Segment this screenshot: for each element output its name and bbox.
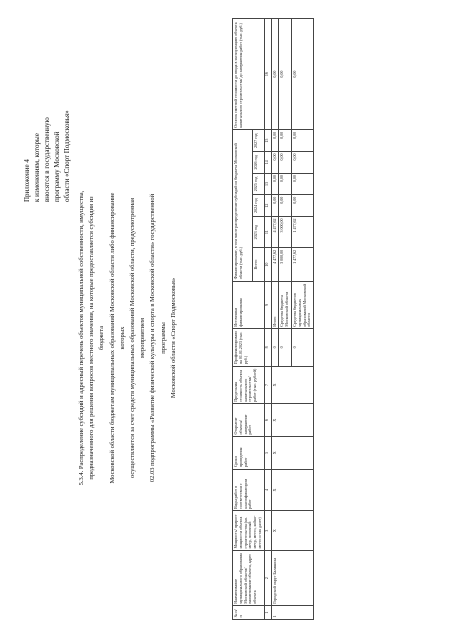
- column-number: 13: [264, 173, 271, 195]
- header-limit: Предельная стоимость объекта капитального строительства/ работ (тыс. рублей): [233, 366, 265, 404]
- subsidy-table: [232, 18, 314, 620]
- rest-cell: 0,00: [291, 19, 313, 130]
- column-number: 8: [264, 329, 271, 366]
- header-2023: 2023 год: [252, 216, 264, 247]
- title-line: 02.03 подпрограммы «Развитие физической культуры и спорта в Московской области» государственной программы: [149, 193, 167, 483]
- year-2026-cell: 0,00: [291, 151, 313, 173]
- title-line: Московской области «Спорт Подмосковья»: [169, 277, 177, 399]
- row-limit: Х: [271, 366, 314, 404]
- column-number: 7: [264, 366, 271, 404]
- year-2024-cell: 0,00: [279, 195, 292, 217]
- annex-line: области «Спорт Подмосковья»: [63, 110, 71, 202]
- year-2025-cell: 0,00: [279, 173, 292, 195]
- header-2025: 2025 год: [252, 173, 264, 195]
- year-2026-cell: 0,00: [279, 151, 292, 173]
- column-number: 5: [264, 436, 271, 469]
- annex-line: программу Московской: [53, 131, 61, 202]
- title-line: предназначенного для решения вопросов местного значения, на которые предоставляется субсидия из бюджета: [88, 196, 106, 480]
- table-row: [271, 19, 279, 620]
- column-number: 16: [264, 19, 271, 130]
- column-number: 9: [264, 281, 271, 328]
- document-title: [77, 188, 179, 488]
- column-number: 15: [264, 130, 271, 152]
- header-financed: Профинансировано на 01.01.2023 (тыс. руб.): [233, 329, 265, 366]
- column-number: 2: [264, 551, 271, 606]
- row-open: Х: [271, 404, 314, 437]
- year-2023-cell: 1 477,62: [291, 216, 313, 247]
- column-number: 3: [264, 511, 271, 551]
- source-cell: Средства бюджета Московской области: [279, 281, 292, 328]
- row-financed: 0: [291, 329, 313, 366]
- total-cell: 3 000,00: [279, 248, 292, 281]
- header-power: Мощность/ прирост мощности объекта строительства (кв. метр, погонный метр, место, койко-место и так далее): [233, 511, 265, 551]
- column-number: 11: [264, 216, 271, 247]
- year-2023-cell: 3 000,00: [279, 216, 292, 247]
- column-number: 4: [264, 469, 271, 511]
- header-open: Открытие объекта/ завершение работ: [233, 404, 265, 437]
- header-works: Виды работ в соответствии с классификатором работ: [233, 469, 265, 511]
- column-number: 12: [264, 195, 271, 217]
- column-number: 6: [264, 404, 271, 437]
- annex-header: [22, 26, 72, 202]
- title-line: 5.3.4. Распределение субсидий и адресный перечень объектов муниципальной собственности, имущества,: [78, 190, 85, 486]
- header-total: Всего: [252, 248, 264, 281]
- source-cell: Итого: [271, 281, 279, 328]
- column-numbers-row: [264, 19, 271, 620]
- header-2024: 2024 год: [252, 195, 264, 217]
- annex-line: вносятся в государственную: [43, 117, 51, 202]
- year-2026-cell: 0,00: [271, 151, 279, 173]
- row-financed: 0: [271, 329, 279, 366]
- year-2027-cell: 0,00: [271, 130, 279, 152]
- header-name: Наименование муниципального образования Московской области/наименование объекта, адрес объекта: [233, 551, 265, 606]
- year-2025-cell: 0,00: [271, 173, 279, 195]
- column-number: 10: [264, 248, 271, 281]
- total-cell: 4 477,62: [271, 248, 279, 281]
- row-works: Х: [271, 469, 314, 511]
- row-name: Городской округ Балашиха: [271, 551, 314, 606]
- header-2026: 2026 год: [252, 151, 264, 173]
- header-sources: Источники финансирования: [233, 281, 265, 328]
- year-2024-cell: 0,00: [291, 195, 313, 217]
- year-2027-cell: 0,00: [279, 130, 292, 152]
- header-2027: 2027 год: [252, 130, 264, 152]
- annex-line: Приложение 4: [23, 159, 31, 202]
- row-power: Х: [271, 511, 314, 551]
- source-cell: Средства бюджетов муниципальных образований Московской области: [291, 281, 313, 328]
- year-2023-cell: 4 477,62: [271, 216, 279, 247]
- rest-cell: 0,00: [271, 19, 279, 130]
- header-rest: Остаток сметной стоимости до ввода в эксплуатацию объекта капитального строительства/ до завершения работ (тыс. руб.): [233, 19, 265, 130]
- year-2025-cell: 0,00: [291, 173, 313, 195]
- title-line: Московской области бюджетам муниципальных образований Московской области либо финансирование которых: [108, 192, 126, 484]
- header-num: № п/п: [233, 606, 265, 620]
- column-number: 1: [264, 606, 271, 620]
- title-line: осуществляется за счет средств муниципальных образований Московской области, предусмотренная мероприятием: [129, 197, 147, 479]
- row-period: Х: [271, 436, 314, 469]
- total-cell: 1 477,62: [291, 248, 313, 281]
- year-2024-cell: 0,00: [271, 195, 279, 217]
- year-2027-cell: 0,00: [291, 130, 313, 152]
- column-number: 14: [264, 151, 271, 173]
- row-financed: 0: [279, 329, 292, 366]
- rest-cell: 0,00: [279, 19, 292, 130]
- row-num: 1: [271, 606, 314, 620]
- annex-line: к изменениям, которые: [33, 133, 41, 202]
- header-period: Сроки проведения работ: [233, 436, 265, 469]
- header-funding: Финансирование, в том числе распределение субсидий из бюджета Московской области (тыс. руб.): [233, 130, 253, 281]
